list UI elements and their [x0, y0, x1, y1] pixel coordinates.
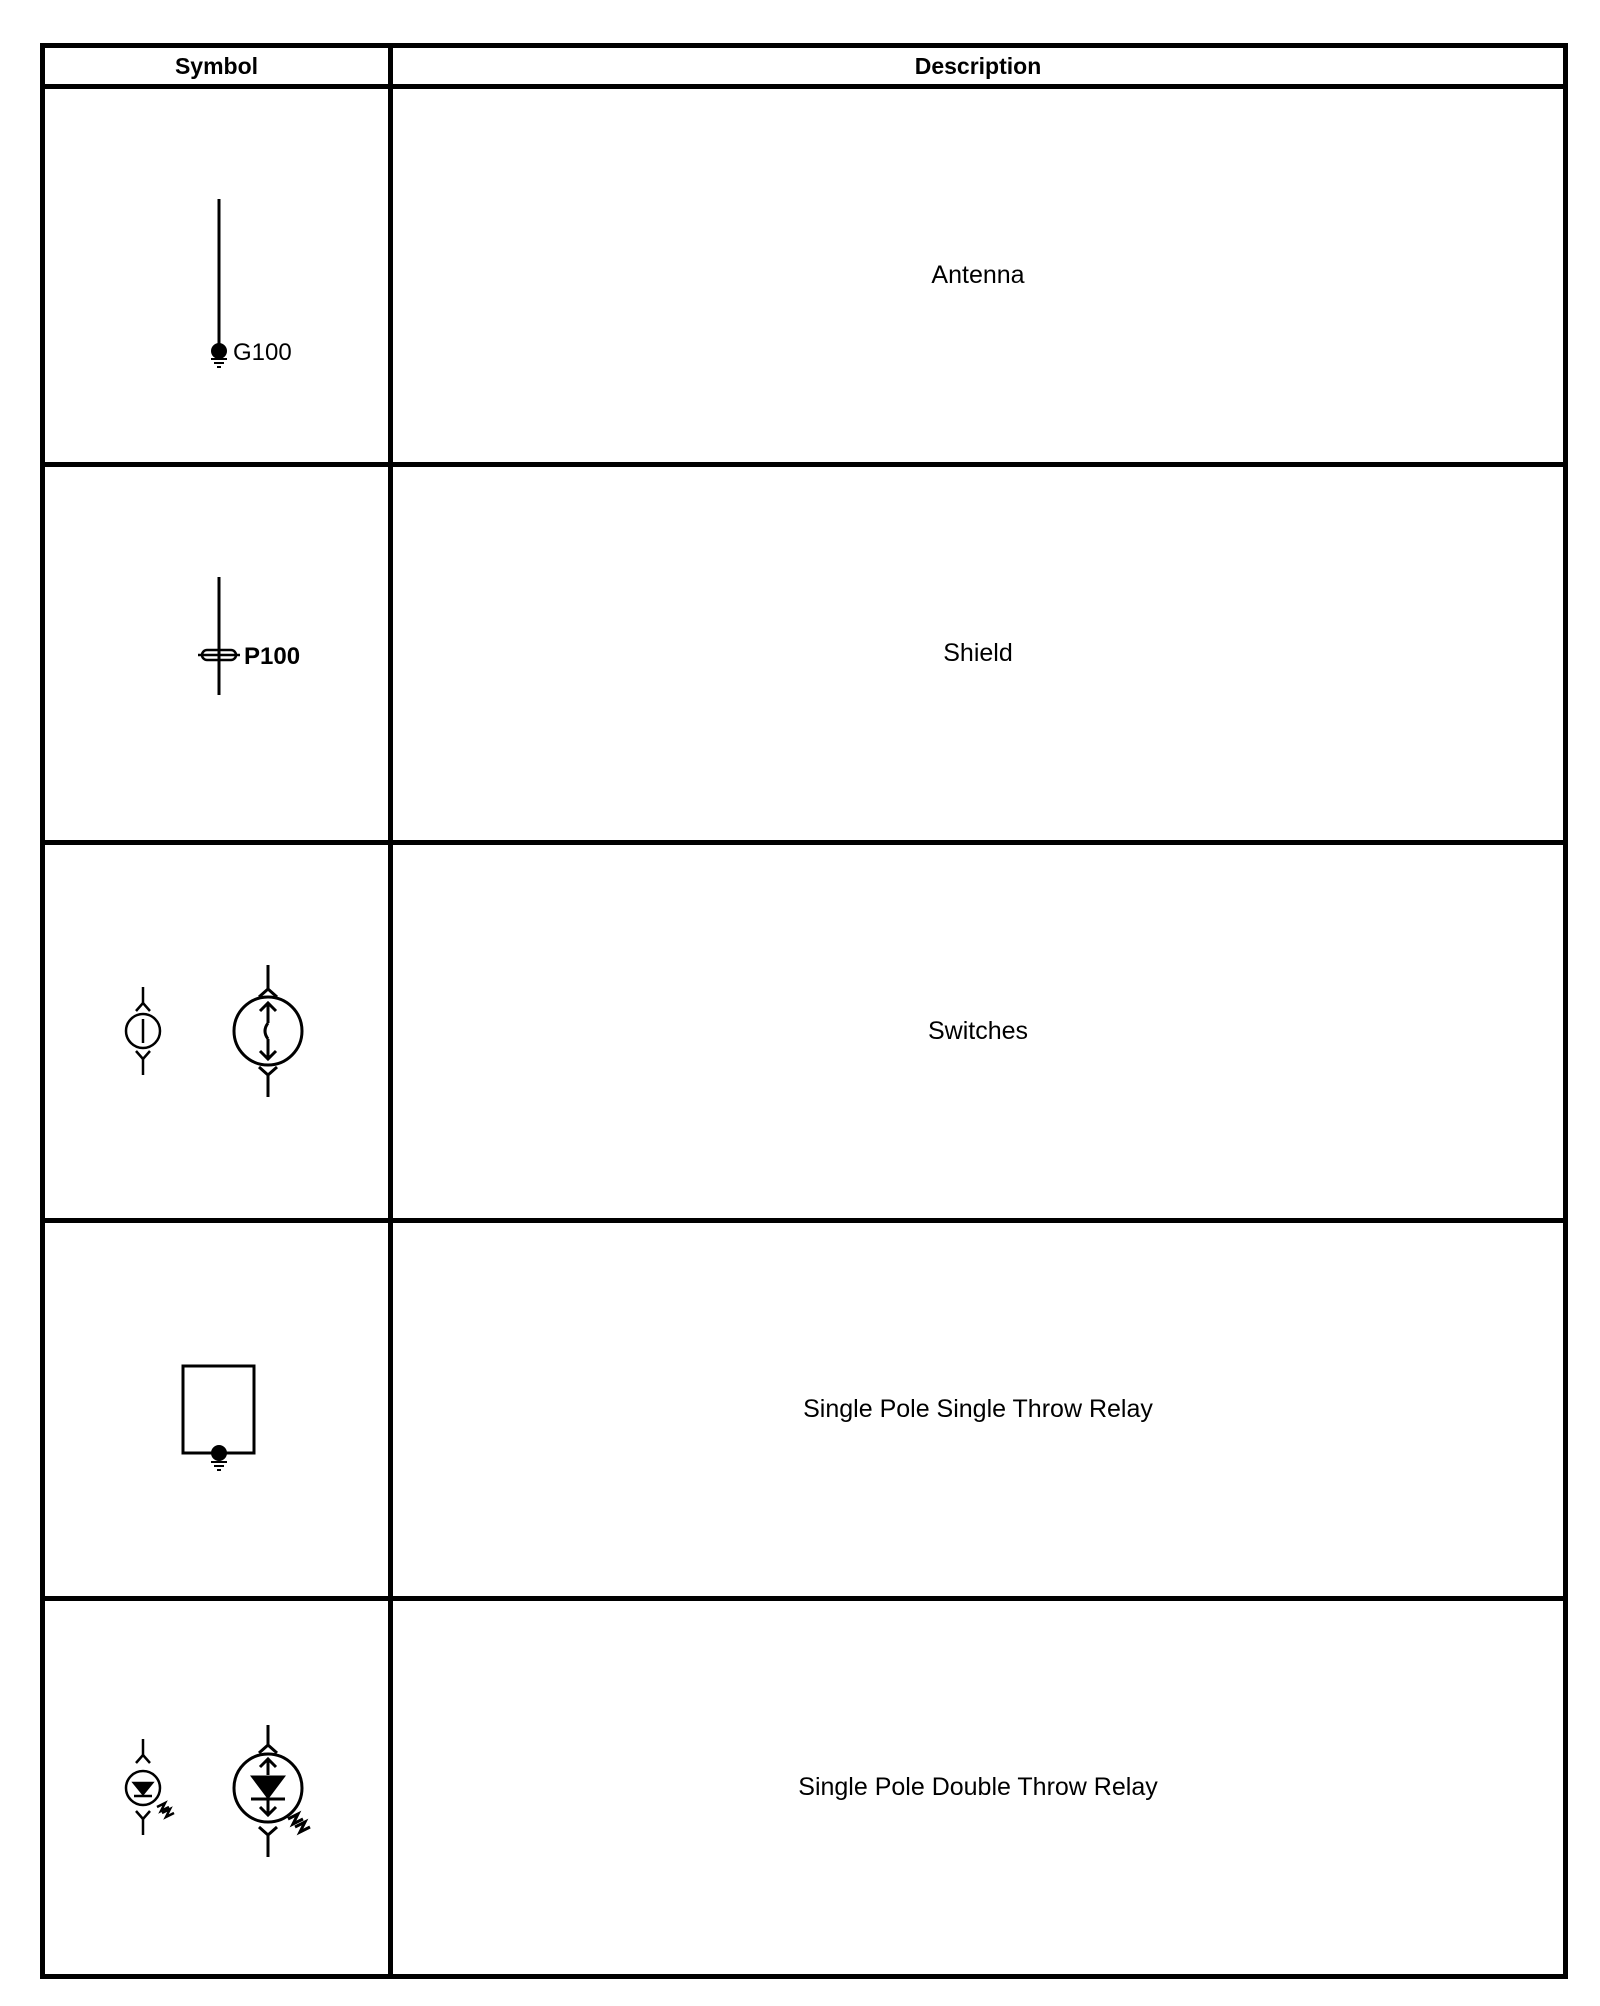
switches-symbol	[45, 845, 393, 1218]
antenna-symbol	[45, 89, 393, 462]
symbol-cell	[43, 1221, 391, 1599]
spst-relay-symbol	[45, 1223, 393, 1596]
description-cell: Antenna	[391, 87, 1566, 465]
symbol-table	[40, 43, 1568, 1979]
description-cell: Shield	[391, 465, 1566, 843]
header-row	[43, 46, 1566, 87]
small-led-icon	[126, 1739, 174, 1835]
spdt-relay-symbol	[45, 1601, 393, 1974]
symbol-cell	[43, 1599, 391, 1977]
table-row	[43, 1221, 1566, 1599]
large-switch-icon	[234, 965, 302, 1097]
table-row	[43, 1599, 1566, 1977]
symbol-column-header: Symbol	[43, 46, 391, 87]
description-column-header: Description	[391, 46, 1566, 87]
small-switch-icon	[126, 987, 160, 1075]
large-led-icon	[234, 1725, 310, 1857]
symbol-cell	[43, 843, 391, 1221]
pin-label: P100	[244, 643, 301, 670]
table-row	[43, 843, 1566, 1221]
description-cell: Single Pole Double Throw Relay	[391, 1599, 1566, 1977]
symbol-cell	[43, 465, 391, 843]
shield-symbol	[45, 467, 393, 840]
table-row	[43, 465, 1566, 843]
description-cell: Switches	[391, 843, 1566, 1221]
ground-label: G100	[233, 339, 292, 366]
description-cell: Single Pole Single Throw Relay	[391, 1221, 1566, 1599]
symbol-cell	[43, 87, 391, 465]
table-row	[43, 87, 1566, 465]
